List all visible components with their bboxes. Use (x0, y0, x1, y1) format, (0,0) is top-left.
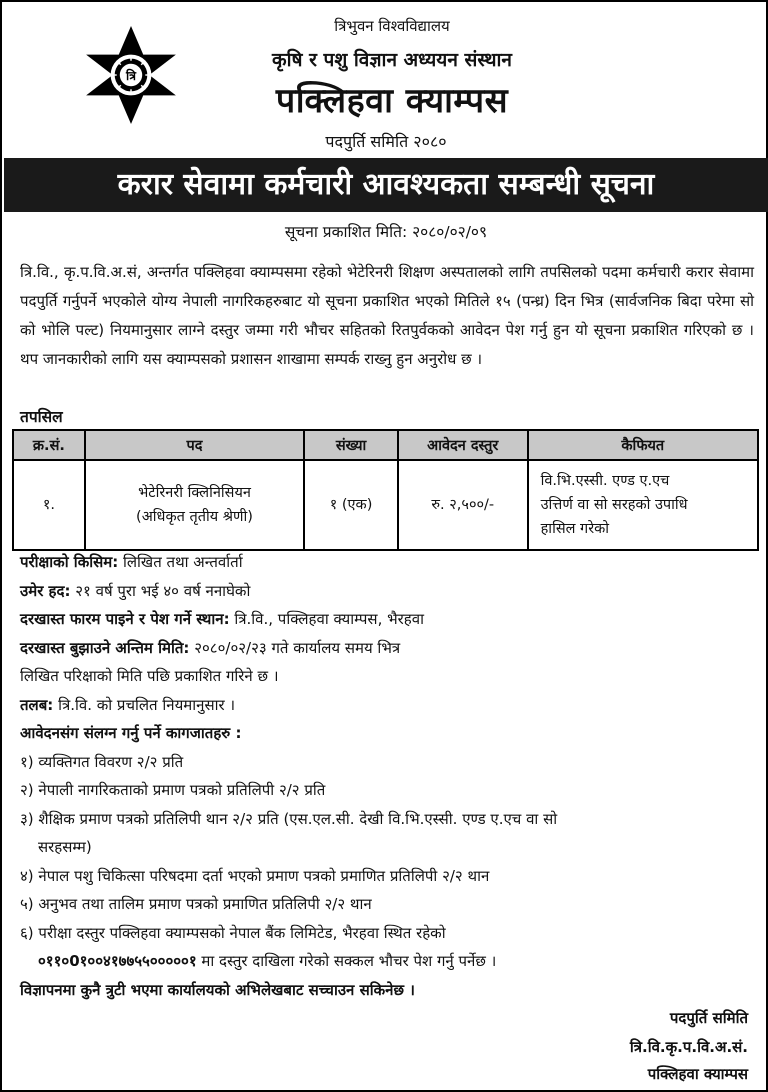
exam-type (20, 548, 760, 577)
cell-sn: १. (13, 460, 85, 550)
vacancy-table (12, 429, 759, 551)
column-header-remark: कैफियत (528, 430, 758, 460)
tribhuvan-university-logo-icon (80, 24, 182, 126)
salary-label: तलब: (20, 695, 54, 714)
institute-name: कृषि र पशु विज्ञान अध्ययन संस्थान (272, 49, 512, 71)
age-limit-label: उमेर हद: (20, 581, 71, 600)
age-limit-value: २१ वर्ष पुरा भई ४० वर्ष ननाघेको (70, 581, 251, 600)
exam-type-value: लिखित तथा अन्तर्वार्ता (118, 553, 243, 571)
list-item: १) व्यक्तिगत विवरण २/२ प्रति (20, 752, 184, 771)
documents-heading: आवेदनसंग संलग्न गर्नु पर्ने कागजातहरु : (20, 724, 242, 742)
committee-title: पदपुर्ति समिति २०८० (325, 132, 447, 151)
list-item: ४) नेपाल पशु चिकित्सा परिषदमा दर्ता भएको प्रमाण पत्रको प्रमाणित प्रतिलिपी २/२ थान (20, 866, 490, 885)
column-header-sn: क्र.सं. (13, 430, 85, 460)
list-item: २) नेपाली नागरिकताको प्रमाण पत्रको प्रतिलिपी २/२ प्रति (20, 781, 326, 799)
age-limit (20, 577, 760, 606)
list-item-continued: सरहसम्म) (38, 838, 92, 856)
list-item: ६) परीक्षा दस्तुर पक्लिहवा क्याम्पसको नेपाल बैंक लिमिटेड, भैरहवा स्थित रहेको (20, 923, 446, 942)
signature-campus: पक्लिहवा क्याम्पस (647, 1065, 748, 1083)
table-row (13, 460, 758, 550)
list-item: ५) अनुभव तथा तालिम प्रमाण पत्रको प्रमाणित प्रतिलिपी २/२ थान (20, 895, 372, 913)
cell-fee: रु. २,५००/- (398, 460, 528, 550)
campus-name: पक्लिहवा क्याम्पस (275, 81, 509, 121)
remark-line-1: वि.भि.एस्सी. एण्ड ए.एच (540, 473, 670, 489)
intro-paragraph: त्रि.वि., कृ.प.वि.अ.सं, अन्तर्गत पक्लिहवा क्याम्पसमा रहेको भेटेरिनरी शिक्षण अस्पतालको लागि तपसिलको पदमा कर्मचारी करार सेवामा पदपुर्ति गर्नुपर्ने भएकोले योग्य नेपाली नागरिकहरुबाट यो सूचना प्रकाशित भएको मितिले १५ (पन्ध्र) दिन भित्र (सार्वजनिक बिदा परेमा सो को भोलि पल्ट) नियमानुसार लाग्ने दस्तुर जम्मा गरी भौचर सहितको रितपुर्वकको आवेदन पेश गर्नु हुन यो सूचना प्रकाशित गरिएको छ । थप जानकारीको लागि यस क्याम्पसको प्रशासन शाखामा सम्पर्क राख्नु हुन अनुरोध छ । (20, 263, 754, 368)
exam-type-label: परीक्षाको किसिम: (20, 553, 119, 571)
deadline-label: दरखास्त बुझाउने अन्तिम मिति: (20, 638, 190, 657)
salary-value: त्रि.वि. को प्रचलित नियमानुसार । (53, 695, 236, 714)
remark-line-3: हासिल गरेको (540, 521, 610, 537)
form-location-value: त्रि.वि., पक्लिहवा क्याम्पस, भैरहवा (229, 610, 424, 628)
post-title: भेटेरिनरी क्लिनिसियन (138, 485, 251, 501)
university-name: त्रिभुवन विश्वविद्यालय (334, 17, 450, 35)
form-location (20, 605, 760, 634)
deadline (20, 634, 760, 663)
table-header-row (13, 430, 758, 460)
logo-letter: त्रि (126, 69, 136, 84)
details-section (20, 548, 760, 1004)
signature-committee: पदपुर्ति समिति (669, 1009, 748, 1027)
bank-account-number: ०११०0१००४१७७५५०००००१ (38, 952, 197, 970)
post-level: (अधिकृत तृतीय श्रेणी) (136, 509, 253, 525)
cell-post (85, 460, 304, 550)
cell-remark (528, 460, 758, 550)
column-header-post: पद (85, 430, 304, 460)
form-location-label: दरखास्त फारम पाइने र पेश गर्ने स्थान: (20, 610, 230, 628)
column-header-fee: आवेदन दस्तुर (398, 430, 528, 460)
salary (20, 691, 760, 720)
column-header-count: संख्या (304, 430, 398, 460)
publish-date: सूचना प्रकाशित मिति: २०८०/०२/०९ (284, 223, 488, 241)
list-item-continued: ०११०0१००४१७७५५०००००१ मा दस्तुर दाखिला गरेको सक्कल भौचर पेश गर्नु पर्नेछ । (38, 952, 497, 970)
correction-note: विज्ञापनमा कुनै त्रुटी भएमा कार्यालयको अभिलेखबाट सच्चाउन सकिनेछ । (20, 980, 415, 999)
list-item: ३) शैक्षिक प्रमाण पत्रको प्रतिलिपी थान २/२ प्रति (एस.एल.सी. देखी वि.भि.एस्सी. एण्ड ए.एच वा सो (20, 809, 558, 828)
cell-count: १ (एक) (304, 460, 398, 550)
signature-institute: त्रि.वि.कृ.प.वि.अ.सं. (629, 1038, 748, 1056)
notice-title-banner: करार सेवामा कर्मचारी आवश्यकता सम्बन्धी सूचना (4, 158, 768, 212)
written-exam-note: लिखित परिक्षाको मिति पछि प्रकाशित गरिने छ । (20, 667, 279, 685)
remark-line-2: उत्तिर्ण वा सो सरहको उपाधि (540, 497, 688, 513)
details-heading: तपसिल (20, 408, 63, 426)
deadline-value: २०८०/०२/२३ गते कार्यालय समय भित्र (189, 638, 401, 657)
